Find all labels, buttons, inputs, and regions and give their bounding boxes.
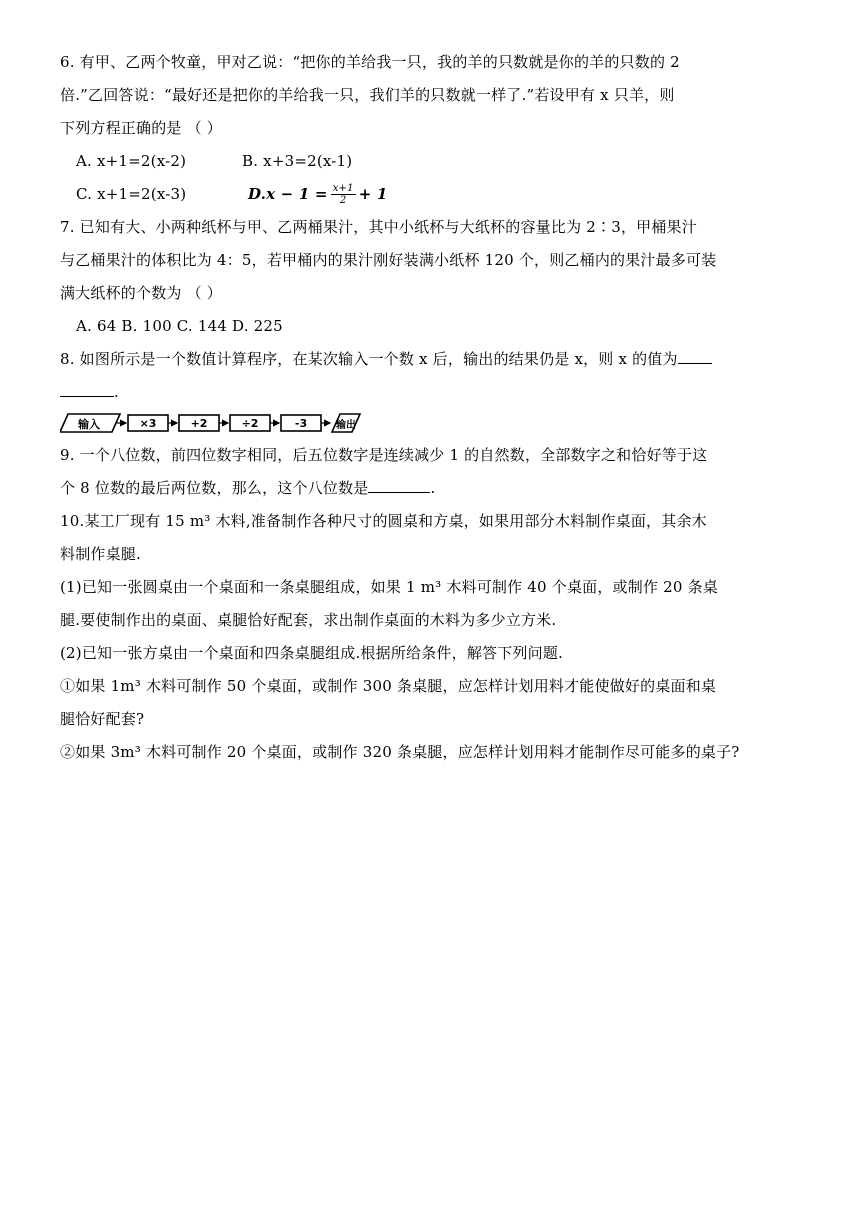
q8-period: . bbox=[114, 383, 119, 401]
q7-options: A. 64 B. 100 C. 144 D. 225 bbox=[76, 317, 283, 335]
flow-output-label: 输出 bbox=[336, 420, 356, 431]
q6-option-a: A. x+1=2(x-2) bbox=[76, 152, 187, 170]
flow-step-1-label: ×3 bbox=[139, 417, 157, 430]
q6-line-3: 下列方程正确的是 （ ） bbox=[60, 119, 222, 137]
q9-line-1: 9. 一个八位数，前四位数字相同，后五位数字是连续减少 1 的自然数，全部数字之和恰好等于这 bbox=[60, 446, 708, 464]
q10-part2a-line-1: ①如果 1m³ 木料可制作 50 个桌面，或制作 300 条桌腿，应怎样计划用料才能使做好的桌面和桌 bbox=[60, 677, 717, 695]
q10-part1-line-2: 腿.要使制作出的桌面、桌腿恰好配套，求出制作桌面的木料为多少立方米. bbox=[60, 611, 557, 629]
q10-part2-line-1: (2)已知一张方桌由一个桌面和四条桌腿组成.根据所给条件，解答下列问题. bbox=[60, 644, 563, 662]
q6-line-2: 倍.”乙回答说：“最好还是把你的羊给我一只，我们羊的只数就一样了.”若设甲有 x 只羊，则 bbox=[60, 86, 675, 104]
q6-options-row-2 bbox=[60, 178, 810, 211]
q8-answer-blank-1 bbox=[678, 349, 712, 364]
q8-answer-blank-2 bbox=[60, 382, 114, 397]
q10-part1-line-1: (1)已知一张圆桌由一个桌面和一条桌腿组成，如果 1 m³ 木料可制作 40 个桌面，或制作 20 条桌 bbox=[60, 578, 718, 596]
q6-options-row-1 bbox=[60, 145, 810, 178]
worksheet-page bbox=[60, 46, 810, 769]
q6-line-1: 6. 有甲、乙两个牧童，甲对乙说：“把你的羊给我一只，我的羊的只数就是你的羊的只数的 2 bbox=[60, 53, 680, 71]
q10-line-1: 10.某工厂现有 15 m³ 木料,准备制作各种尺寸的圆桌和方桌，如果用部分木料制作桌面，其余木 bbox=[60, 512, 707, 530]
q10-part2b-line-1: ②如果 3m³ 木料可制作 20 个桌面，或制作 320 条桌腿，应怎样计划用料才能制作尽可能多的桌子? bbox=[60, 743, 740, 761]
q6-option-d bbox=[248, 178, 388, 211]
flow-input-label: 输入 bbox=[78, 418, 100, 431]
flow-step-4-label: -3 bbox=[294, 417, 308, 430]
q6-option-d-right: + 1 bbox=[358, 185, 388, 203]
q6-option-d-fraction bbox=[331, 183, 356, 206]
q7-line-2: 与乙桶果汁的体积比为 4：5，若甲桶内的果汁刚好装满小纸杯 120 个，则乙桶内的果汁最多可装 bbox=[60, 251, 717, 269]
q6-option-d-denominator: 2 bbox=[339, 195, 347, 206]
q10-line-2: 料制作桌腿. bbox=[60, 545, 141, 563]
q7-line-3: 满大纸杯的个数为 （ ） bbox=[60, 284, 222, 302]
q6-option-d-label: D. bbox=[248, 185, 267, 203]
q8-line-1 bbox=[60, 343, 810, 376]
flow-step-2-label: +2 bbox=[190, 417, 208, 430]
flow-chart-svg bbox=[60, 411, 370, 435]
q6-option-d-numerator: x+1 bbox=[332, 183, 354, 194]
q8-flow-diagram bbox=[60, 411, 810, 439]
q7-line-1: 7. 已知有大、小两种纸杯与甲、乙两桶果汁，其中小纸杯与大纸杯的容量比为 2∶3，甲桶果汁 bbox=[60, 218, 697, 236]
q9-text: 个 8 位数的最后两位数，那么，这个八位数是 bbox=[60, 479, 369, 497]
q6-option-b: B. x+3=2(x-1) bbox=[242, 152, 353, 170]
flow-step-3-label: ÷2 bbox=[241, 417, 259, 430]
q6-option-d-left: x − 1 = bbox=[266, 185, 328, 203]
q8-line-2 bbox=[60, 376, 810, 409]
q8-text: 8. 如图所示是一个数值计算程序，在某次输入一个数 x 后，输出的结果仍是 x，则 x 的值为 bbox=[60, 350, 678, 368]
q10-part2a-line-2: 腿恰好配套? bbox=[60, 710, 145, 728]
q9-line-2 bbox=[60, 472, 810, 505]
q6-option-c: C. x+1=2(x-3) bbox=[76, 185, 187, 203]
q9-period: . bbox=[430, 479, 436, 497]
q9-answer-blank bbox=[368, 478, 430, 493]
